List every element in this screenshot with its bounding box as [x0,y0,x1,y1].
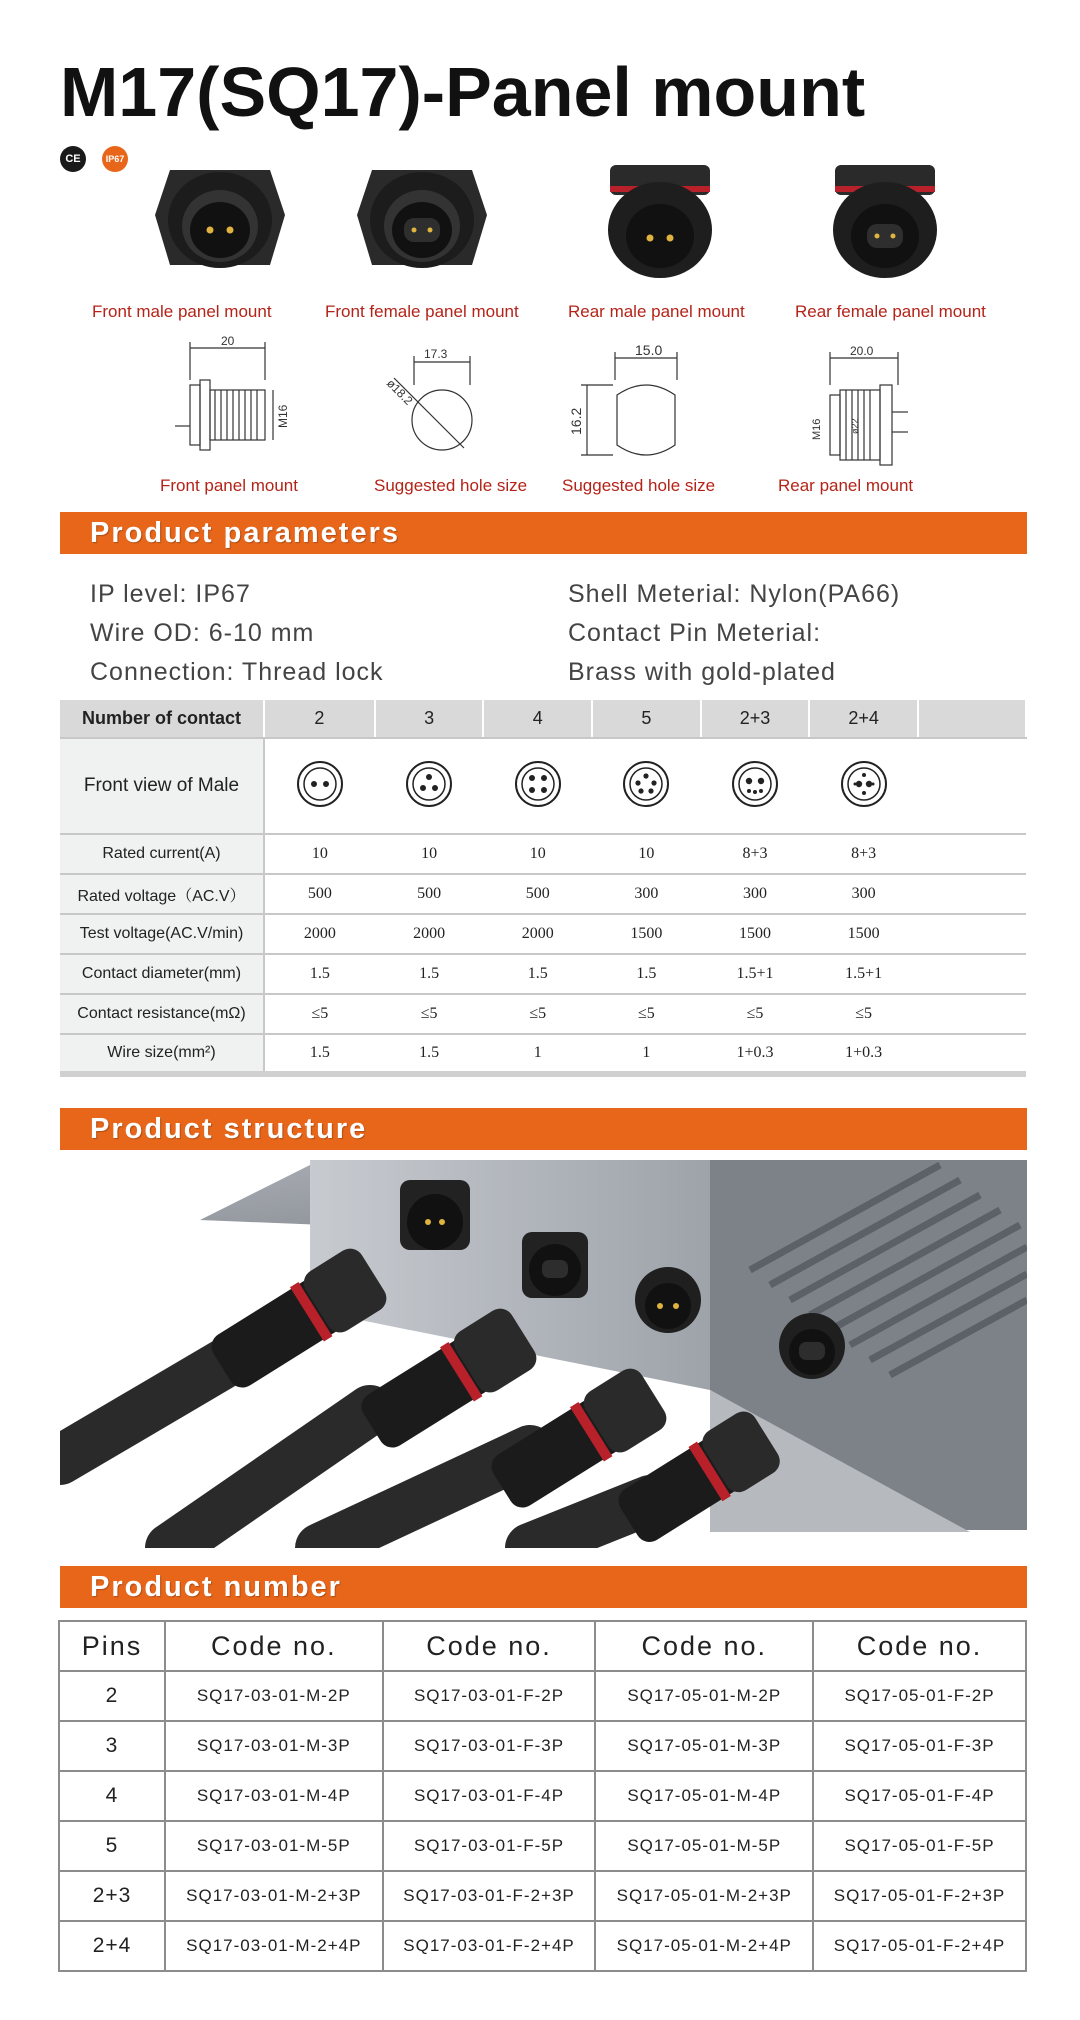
spec-cell: 500 [375,874,484,914]
spec-cell: 1+0.3 [701,1034,810,1074]
spec-cell: 1.5 [375,954,484,994]
code-row [59,1871,1026,1921]
code-cell: SQ17-03-01-F-4P [383,1771,596,1821]
spec-col-header: 5 [592,700,701,738]
spec-header-row [60,700,1026,738]
spec-row-label: Test voltage(AC.V/min) [60,914,264,954]
spec-empty-cell [918,1034,1026,1074]
ce-mark-icon: CE [60,146,86,172]
code-row [59,1721,1026,1771]
front-female-connector-image [352,160,492,290]
caption-front-male: Front male panel mount [92,302,272,321]
dim-width: 15.0 [635,342,663,358]
code-pins: 2+4 [59,1921,165,1971]
code-header-pins: Pins [59,1621,165,1671]
pin-layout-5-icon [592,738,701,834]
code-cell: SQ17-03-01-M-4P [165,1771,383,1821]
code-cell: SQ17-03-01-F-2+4P [383,1921,596,1971]
param-shell-material: Shell Meterial: Nylon(PA66) [568,580,901,608]
spec-cell: 1.5 [264,954,375,994]
spec-empty-cell [918,914,1026,954]
rear-female-connector-image [815,160,955,290]
spec-empty-cell [918,954,1026,994]
caption-front-female: Front female panel mount [325,302,519,321]
code-cell: SQ17-03-01-F-3P [383,1721,596,1771]
code-cell: SQ17-03-01-M-2+3P [165,1871,383,1921]
spec-cell: 1 [483,1034,592,1074]
product-code-table [58,1620,1027,1972]
code-cell: SQ17-05-01-F-4P [813,1771,1026,1821]
code-pins: 2+3 [59,1871,165,1921]
spec-col-header: 3 [375,700,484,738]
section-title: Product parameters [90,517,400,549]
code-header: Code no. [165,1621,383,1671]
spec-front-view-row [60,738,1026,834]
spec-row-label: Rated current(A) [60,834,264,874]
caption-rear-female: Rear female panel mount [795,302,986,321]
spec-cell: 1.5+1 [701,954,810,994]
spec-cell: ≤5 [375,994,484,1034]
section-title: Product structure [90,1113,368,1145]
spec-cell: 500 [264,874,375,914]
caption-rear-male: Rear male panel mount [568,302,745,321]
spec-col-header: 2+4 [809,700,918,738]
code-cell: SQ17-03-01-M-2P [165,1671,383,1721]
spec-cell: 1.5 [483,954,592,994]
dim-length: 20 [221,334,235,348]
spec-cell: ≤5 [809,994,918,1034]
rear-hole-size-drawing [565,340,715,470]
code-cell: SQ17-05-01-F-3P [813,1721,1026,1771]
code-header: Code no. [383,1621,596,1671]
dim-height: 16.2 [568,407,584,435]
code-pins: 4 [59,1771,165,1821]
spec-cell: 1.5+1 [809,954,918,994]
code-cell: SQ17-05-01-F-2+4P [813,1921,1026,1971]
spec-cell: 2000 [375,914,484,954]
code-cell: SQ17-03-01-M-3P [165,1721,383,1771]
caption-front-panel-mount: Front panel mount [160,476,298,495]
code-cell: SQ17-05-01-M-2P [595,1671,813,1721]
code-cell: SQ17-05-01-M-2+3P [595,1871,813,1921]
spec-row [60,954,1026,994]
spec-row [60,834,1026,874]
spec-col-header: 2 [264,700,375,738]
spec-cell: ≤5 [701,994,810,1034]
spec-row-label: Front view of Male [60,738,264,834]
code-row [59,1671,1026,1721]
caption-rear-panel-mount: Rear panel mount [778,476,914,495]
spec-cell: 1500 [701,914,810,954]
spec-cell: ≤5 [483,994,592,1034]
code-cell: SQ17-03-01-F-2P [383,1671,596,1721]
pin-layout-2-4-icon [809,738,918,834]
ip67-badge-icon: IP67 [102,146,128,172]
spec-cell: 1 [592,1034,701,1074]
param-contact-pin-plating: Brass with gold-plated [568,658,836,686]
front-male-connector-image [150,160,290,290]
spec-row [60,914,1026,954]
spec-empty-cell [918,738,1026,834]
spec-cell: 10 [592,834,701,874]
spec-col-header-empty [918,700,1026,738]
spec-cell: 300 [592,874,701,914]
spec-cell: 2000 [264,914,375,954]
code-header-row [59,1621,1026,1671]
code-cell: SQ17-05-01-M-4P [595,1771,813,1821]
spec-row-label: Rated voltage（AC.V） [60,874,264,914]
code-cell: SQ17-05-01-F-2P [813,1671,1026,1721]
spec-cell: 1.5 [375,1034,484,1074]
spec-cell: 1500 [809,914,918,954]
pin-layout-2-icon [264,738,375,834]
spec-empty-cell [918,994,1026,1034]
dim-thread: M16 [276,404,290,428]
spec-cell: 10 [375,834,484,874]
code-cell: SQ17-03-01-M-5P [165,1821,383,1871]
spec-cell: 8+3 [701,834,810,874]
spec-row [60,1034,1026,1074]
code-header: Code no. [813,1621,1026,1671]
code-cell: SQ17-05-01-M-2+4P [595,1921,813,1971]
code-cell: SQ17-03-01-F-5P [383,1821,596,1871]
spec-cell: 300 [701,874,810,914]
spec-empty-cell [918,874,1026,914]
section-product-number [60,1566,1027,1608]
code-row [59,1771,1026,1821]
code-cell: SQ17-05-01-F-5P [813,1821,1026,1871]
code-cell: SQ17-03-01-M-2+4P [165,1921,383,1971]
spec-cell: 10 [483,834,592,874]
spec-cell: ≤5 [592,994,701,1034]
spec-cell: 1500 [592,914,701,954]
code-cell: SQ17-05-01-M-3P [595,1721,813,1771]
spec-cell: 300 [809,874,918,914]
code-pins: 2 [59,1671,165,1721]
code-cell: SQ17-05-01-F-2+3P [813,1871,1026,1921]
param-ip-level: IP level: IP67 [90,580,251,608]
spec-row [60,994,1026,1034]
spec-cell: 500 [483,874,592,914]
spec-row-label: Contact diameter(mm) [60,954,264,994]
spec-empty-cell [918,834,1026,874]
spec-row [60,874,1026,914]
page-title: M17(SQ17)-Panel mount [60,53,866,131]
section-product-parameters [60,512,1027,554]
spec-row-label: Wire size(mm²) [60,1034,264,1074]
spec-cell: 8+3 [809,834,918,874]
spec-table [60,700,1027,1077]
spec-cell: 1.5 [592,954,701,994]
caption-suggested-hole-size-2: Suggested hole size [562,476,716,495]
rear-panel-mount-drawing [790,340,940,470]
product-structure-illustration [60,1160,1027,1548]
dim-width: 17.3 [424,347,448,361]
spec-row-label: Contact resistance(mΩ) [60,994,264,1034]
dim-diameter: ø22 [850,418,860,434]
spec-cell: 1.5 [264,1034,375,1074]
spec-cell: 2000 [483,914,592,954]
code-pins: 5 [59,1821,165,1871]
section-title: Product number [90,1571,342,1603]
dim-thread: M16 [811,418,823,440]
code-row [59,1921,1026,1971]
code-row [59,1821,1026,1871]
code-header: Code no. [595,1621,813,1671]
dim-length: 20.0 [850,344,874,358]
param-wire-od: Wire OD: 6-10 mm [90,619,315,647]
param-contact-pin-material: Contact Pin Meterial: [568,619,822,647]
spec-cell: 10 [264,834,375,874]
front-hole-size-drawing [372,340,522,470]
code-pins: 3 [59,1721,165,1771]
rear-male-connector-image [590,160,730,290]
section-product-structure [60,1108,1027,1150]
front-panel-mount-drawing [165,330,335,470]
pin-layout-3-icon [375,738,484,834]
pin-layout-4-icon [483,738,592,834]
dim-diameter: ø18.2 [383,376,416,408]
pin-layout-2-3-icon [701,738,810,834]
spec-header-label: Number of contact [60,700,264,738]
spec-cell: 1+0.3 [809,1034,918,1074]
code-cell: SQ17-03-01-F-2+3P [383,1871,596,1921]
spec-cell: ≤5 [264,994,375,1034]
code-cell: SQ17-05-01-M-5P [595,1821,813,1871]
spec-col-header: 4 [483,700,592,738]
caption-suggested-hole-size-1: Suggested hole size [374,476,528,495]
spec-col-header: 2+3 [701,700,810,738]
param-connection: Connection: Thread lock [90,658,384,686]
